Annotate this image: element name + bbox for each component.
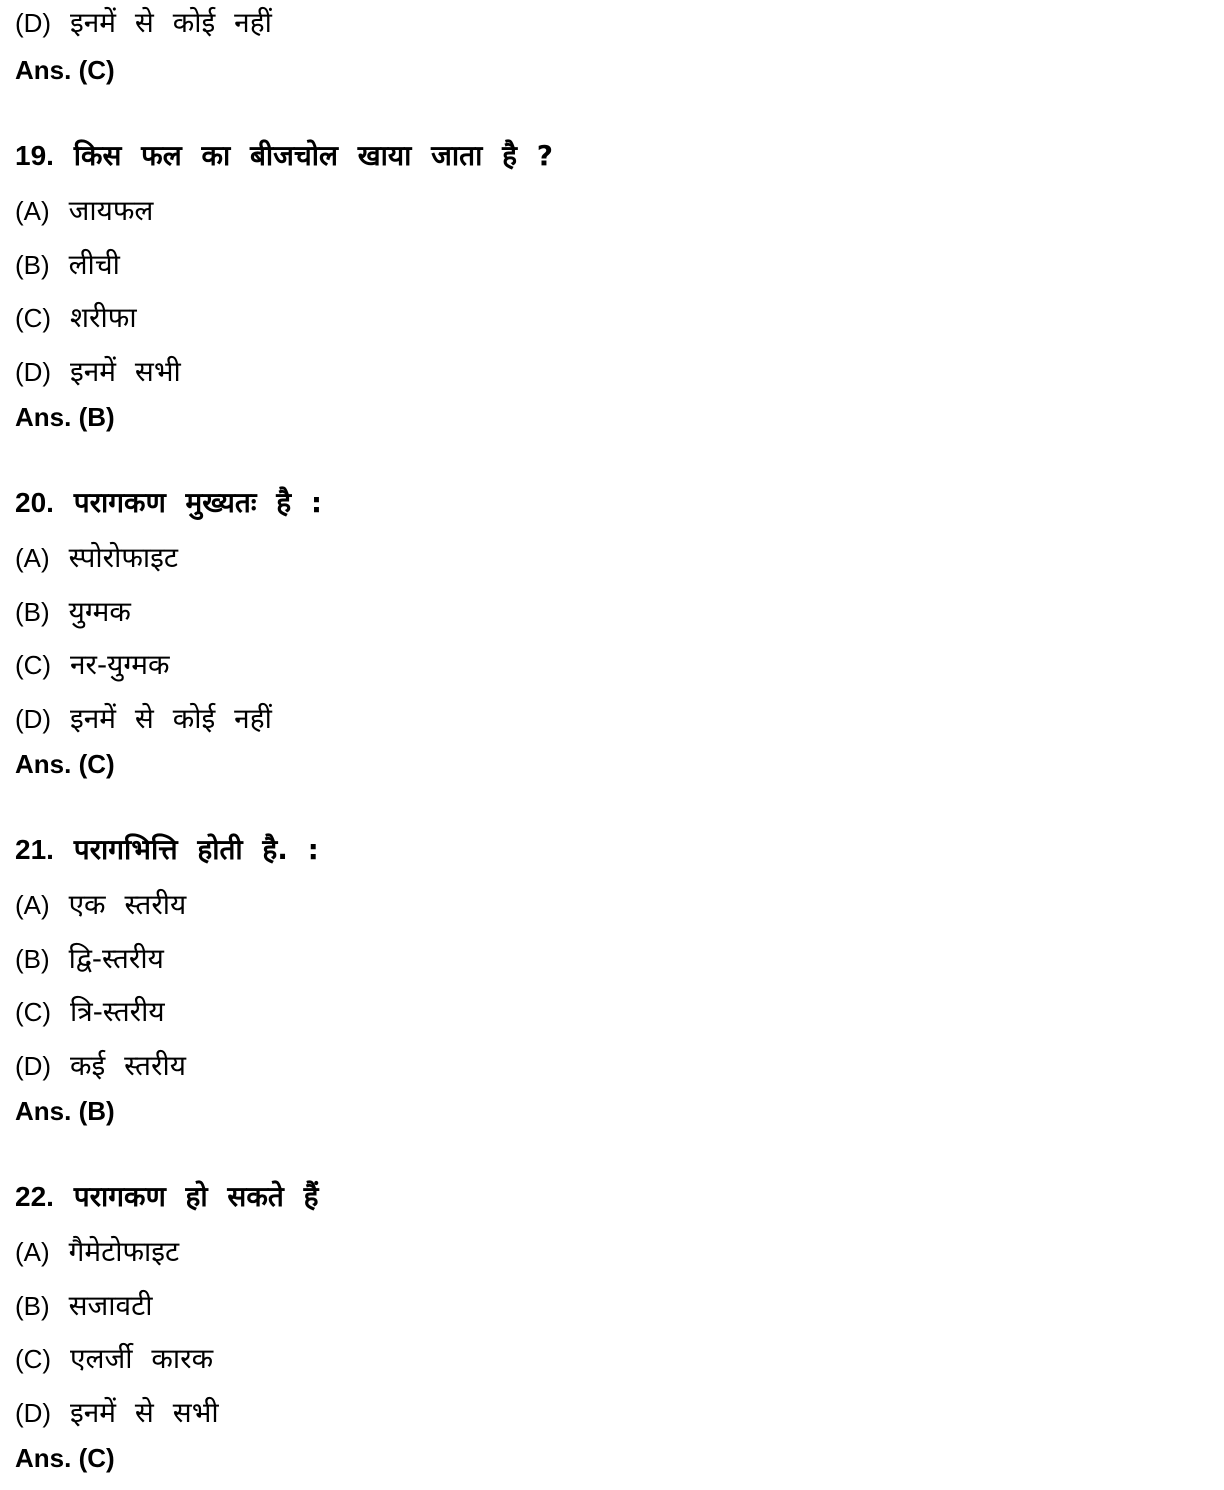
answer: Ans. (B)	[15, 402, 115, 432]
option-d	[15, 6, 272, 39]
option-letter: (D)	[15, 1398, 52, 1428]
option-text: स्पोरोफाइट	[68, 541, 179, 574]
question-number: 21.	[15, 834, 54, 865]
option-text: कई स्तरीय	[70, 1049, 186, 1082]
option-text: लीची	[68, 248, 120, 281]
option-d	[15, 1049, 186, 1082]
option-letter: (C)	[15, 1344, 52, 1374]
option-c	[15, 648, 170, 681]
option-text: एक स्तरीय	[68, 888, 187, 921]
option-letter: (D)	[15, 8, 52, 38]
option-a	[15, 1235, 180, 1268]
option-b	[15, 248, 120, 281]
option-letter: (B)	[15, 597, 50, 627]
option-d	[15, 1396, 219, 1429]
option-text: इनमें से कोई नहीं	[70, 6, 272, 39]
question-number: 19.	[15, 140, 54, 171]
answer: Ans. (C)	[15, 1443, 115, 1473]
question-20	[15, 486, 323, 519]
question-text: परागभित्ति होती है. :	[73, 833, 319, 866]
option-letter: (C)	[15, 997, 52, 1027]
option-text: एलर्जी कारक	[70, 1342, 214, 1375]
option-d	[15, 702, 272, 735]
option-letter: (A)	[15, 196, 50, 226]
option-a	[15, 194, 154, 227]
option-b	[15, 595, 131, 628]
option-text: गैमेटोफाइट	[68, 1235, 180, 1268]
question-21	[15, 833, 319, 866]
answer: Ans. (C)	[15, 55, 115, 85]
question-text: परागकण हो सकते हैं	[73, 1180, 319, 1213]
option-b	[15, 1289, 153, 1322]
option-b	[15, 942, 164, 975]
option-letter: (A)	[15, 890, 50, 920]
option-text: इनमें सभी	[70, 355, 181, 388]
answer: Ans. (B)	[15, 1096, 115, 1126]
option-letter: (B)	[15, 1291, 50, 1321]
option-a	[15, 888, 187, 921]
option-letter: (D)	[15, 1051, 52, 1081]
option-letter: (A)	[15, 1237, 50, 1267]
option-c	[15, 995, 165, 1028]
option-text: सजावटी	[68, 1289, 153, 1322]
option-letter: (D)	[15, 357, 52, 387]
question-text: परागकण मुख्यतः है :	[73, 486, 323, 519]
question-19	[15, 139, 553, 172]
option-letter: (D)	[15, 704, 52, 734]
option-letter: (B)	[15, 944, 50, 974]
option-text: शरीफा	[70, 301, 137, 334]
question-number: 22.	[15, 1181, 54, 1212]
option-letter: (C)	[15, 303, 52, 333]
option-text: इनमें से सभी	[70, 1396, 219, 1429]
option-c	[15, 301, 137, 334]
option-text: युग्मक	[68, 595, 131, 628]
question-text: किस फल का बीजचोल खाया जाता है ?	[73, 139, 553, 172]
answer: Ans. (C)	[15, 749, 115, 779]
option-letter: (C)	[15, 650, 52, 680]
option-letter: (A)	[15, 543, 50, 573]
option-c	[15, 1342, 214, 1375]
option-text: जायफल	[68, 194, 154, 227]
question-number: 20.	[15, 487, 54, 518]
option-a	[15, 541, 179, 574]
option-d	[15, 355, 181, 388]
question-22	[15, 1180, 319, 1213]
option-text: द्वि-स्तरीय	[68, 942, 164, 975]
option-text: नर-युग्मक	[70, 648, 170, 681]
option-letter: (B)	[15, 250, 50, 280]
option-text: इनमें से कोई नहीं	[70, 702, 272, 735]
option-text: त्रि-स्तरीय	[70, 995, 165, 1028]
